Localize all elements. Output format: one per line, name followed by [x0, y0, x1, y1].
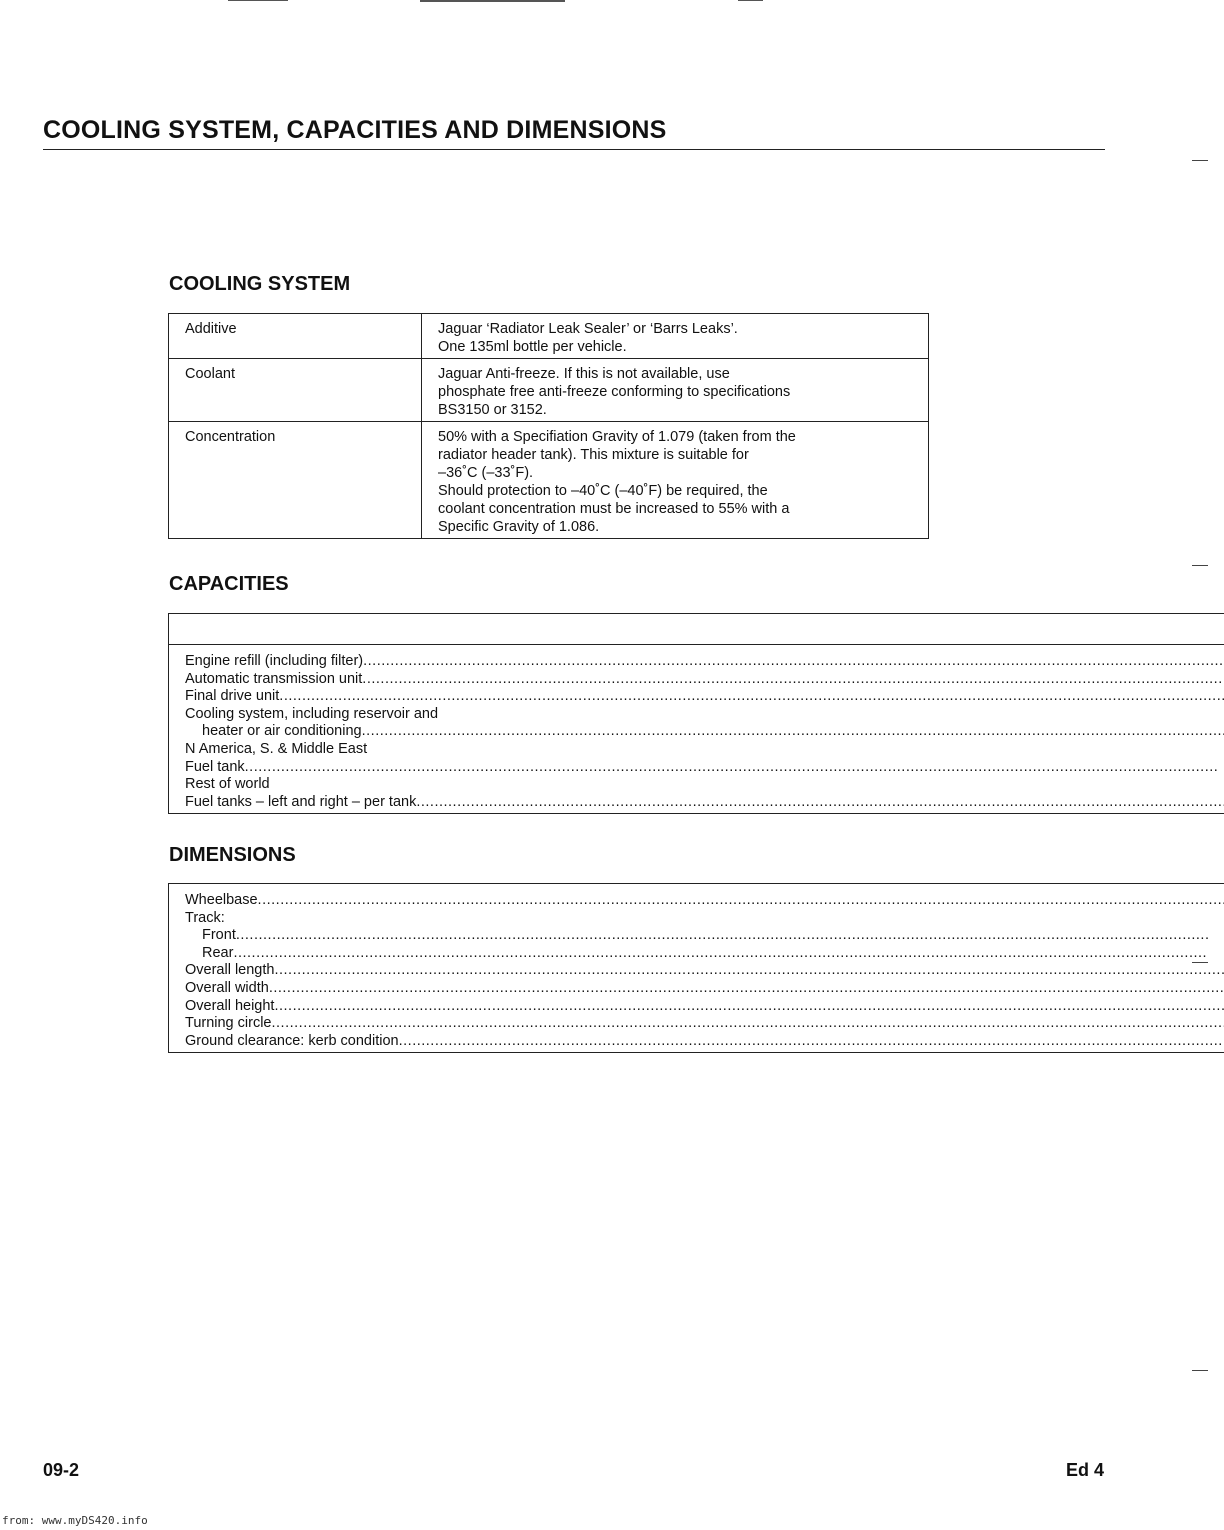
row-label — [185, 910, 1224, 928]
edition-label: Ed 4 — [1066, 1460, 1105, 1480]
row-label — [185, 945, 1224, 963]
capacities-heading: CAPACITIES — [169, 573, 289, 595]
cooling-row-line: One 135ml bottle per vehicle. — [438, 339, 627, 355]
row-label — [185, 688, 1224, 706]
scan-mark — [738, 0, 763, 1]
row-label — [185, 759, 1224, 777]
row-label — [185, 671, 1224, 689]
row-label — [185, 653, 1224, 671]
dot-leader — [416, 794, 1224, 812]
page-number: 09-2 — [43, 1460, 80, 1480]
cooling-row-line: BS3150 or 3152. — [438, 402, 547, 418]
row-label-text: Overall width — [185, 979, 269, 996]
cooling-row-value — [422, 359, 929, 422]
cooling-row-line: Jaguar Anti-freeze. If this is not available, use — [438, 366, 730, 382]
row-label — [185, 794, 1224, 812]
title-rule — [43, 149, 1105, 150]
row-label — [185, 723, 1224, 741]
dot-leader — [272, 1015, 1224, 1033]
dot-leader — [233, 945, 1224, 963]
dot-leader — [362, 671, 1224, 689]
cooling-row-line: –36˚C (–33˚F). — [438, 465, 534, 481]
cooling-row — [169, 359, 929, 422]
dot-leader — [245, 759, 1224, 777]
cooling-system-table — [168, 313, 929, 539]
source-note: from: www.myDS420.info — [2, 1514, 148, 1527]
dot-leader — [363, 653, 1224, 671]
cooling-row-line: 50% with a Specifiation Gravity of 1.079 (taken from the — [438, 429, 796, 445]
row-label-text: Rear — [202, 944, 234, 961]
cooling-row-line: coolant concentration must be increased to 55% with a — [438, 501, 790, 517]
row-label-text: N America, S. & Middle East — [185, 740, 368, 757]
cooling-row — [169, 422, 929, 539]
row-label — [185, 706, 1224, 724]
cooling-row-line: Should protection to –40˚C (–40˚F) be required, the — [438, 483, 768, 499]
dot-leader — [258, 892, 1224, 910]
dimensions-descriptions — [169, 884, 1224, 1053]
capacities-table — [168, 613, 1224, 814]
row-label-text: Turning circle — [185, 1015, 272, 1032]
row-label — [185, 998, 1224, 1016]
row-label-text: Track: — [185, 909, 225, 926]
capacities-header-blank — [169, 614, 1224, 645]
dot-leader — [362, 723, 1224, 741]
cooling-row-label: Concentration — [169, 422, 422, 539]
cooling-row-value — [422, 422, 929, 539]
cooling-row-line: radiator header tank). This mixture is suitable for — [438, 447, 749, 463]
row-label — [185, 1033, 1224, 1051]
dot-leader — [274, 998, 1224, 1016]
cooling-row-line: phosphate free anti-freeze conforming to specifications — [438, 384, 791, 400]
row-label-text: Fuel tank — [185, 758, 245, 775]
row-label-text: Fuel tanks – left and right – per tank — [185, 793, 417, 810]
scan-mark — [1192, 565, 1208, 566]
row-label-text: Front — [202, 927, 236, 944]
scan-mark — [1192, 1370, 1208, 1371]
row-label-text: heater or air conditioning — [202, 723, 362, 740]
row-label-text: Cooling system, including reservoir and — [185, 705, 439, 722]
dimensions-heading: DIMENSIONS — [169, 844, 296, 866]
cooling-row-label: Coolant — [169, 359, 422, 422]
scan-mark — [1192, 160, 1208, 161]
row-label — [185, 962, 1224, 980]
capacities-descriptions — [169, 645, 1224, 814]
row-label-text: Overall height — [185, 997, 275, 1014]
cooling-system-heading: COOLING SYSTEM — [169, 273, 351, 295]
row-label-text: Automatic transmission unit — [185, 670, 363, 687]
row-label-text: Wheelbase — [185, 892, 258, 908]
row-label — [185, 927, 1224, 945]
row-label — [185, 776, 1224, 794]
row-label-text: Ground clearance: kerb condition — [185, 1032, 399, 1049]
cooling-row-value — [422, 314, 929, 359]
cooling-row-line: Specific Gravity of 1.086. — [438, 519, 600, 535]
row-label-text: Engine refill (including filter) — [185, 653, 364, 669]
row-label-text: Final drive unit — [185, 688, 280, 705]
row-label — [185, 892, 1224, 910]
cooling-row-line: Jaguar ‘Radiator Leak Sealer’ or ‘Barrs Leaks’. — [438, 321, 738, 337]
page-title: COOLING SYSTEM, CAPACITIES AND DIMENSIONS — [43, 116, 667, 144]
row-label — [185, 741, 1224, 759]
dot-leader — [236, 927, 1224, 945]
dot-leader — [279, 688, 1224, 706]
cooling-row — [169, 314, 929, 359]
dot-leader — [269, 980, 1224, 998]
scan-mark — [420, 0, 565, 2]
dot-leader — [399, 1033, 1224, 1051]
scan-mark — [228, 0, 288, 1]
row-label-text: Overall length — [185, 962, 275, 979]
row-label — [185, 980, 1224, 998]
cooling-row-label: Additive — [169, 314, 422, 359]
dot-leader — [274, 962, 1224, 980]
dimensions-table — [168, 883, 1224, 1053]
row-label — [185, 1015, 1224, 1033]
row-label-text: Rest of world — [185, 776, 270, 793]
